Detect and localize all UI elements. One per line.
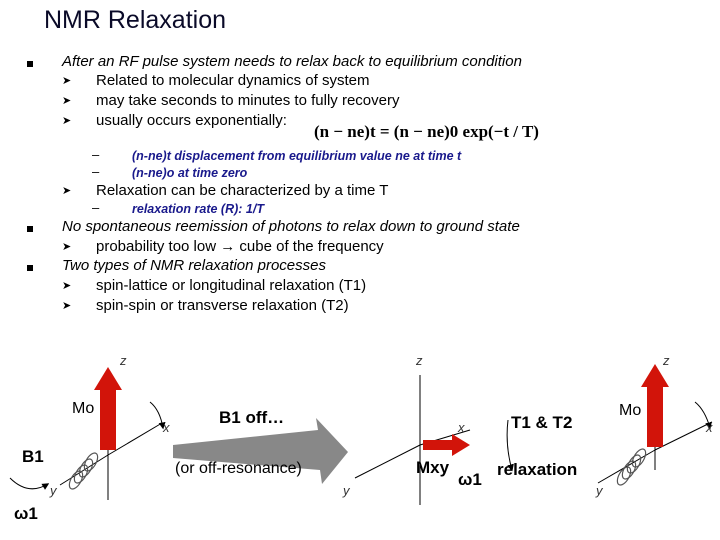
sub-seconds-minutes: may take seconds to minutes to fully recovery bbox=[96, 92, 400, 109]
frame-3-coil bbox=[615, 447, 649, 487]
b1-field-label: B1 bbox=[22, 447, 44, 466]
dash-bullet-icon: – bbox=[92, 200, 100, 215]
bullet-relax-equilibrium: After an RF pulse system needs to relax back to equilibrium condition bbox=[62, 53, 522, 70]
sub-molecular-dynamics: Related to molecular dynamics of system bbox=[96, 72, 370, 89]
mxy-label: Mxy bbox=[416, 458, 450, 477]
sub-exponential: usually occurs exponentially: bbox=[96, 112, 287, 129]
omega-label-1: ω1 bbox=[14, 504, 38, 523]
definition-displacement: (n-ne)t displacement from equilibrium value ne at time t bbox=[132, 149, 462, 163]
dash-bullet-icon: – bbox=[92, 147, 100, 162]
sub-spin-spin: spin-spin or transverse relaxation (T2) bbox=[96, 297, 349, 314]
x-axis-label-3: x bbox=[706, 420, 713, 435]
arrowhead-bullet-icon: ➤ bbox=[62, 75, 72, 87]
off-resonance-label: (or off-resonance) bbox=[175, 460, 302, 477]
frame-1-b1-coil bbox=[67, 451, 101, 491]
arrowhead-bullet-icon: ➤ bbox=[62, 95, 72, 107]
z-axis-label-1: z bbox=[120, 353, 127, 368]
z-axis-label-3: z bbox=[663, 353, 670, 368]
arrowhead-bullet-icon: ➤ bbox=[62, 300, 72, 312]
page-title: NMR Relaxation bbox=[44, 6, 227, 34]
relaxation-label: relaxation bbox=[497, 460, 578, 479]
y-axis-label-2: y bbox=[343, 483, 350, 498]
dash-bullet-icon: – bbox=[92, 164, 100, 179]
y-axis-label-1: y bbox=[50, 483, 57, 498]
arrowhead-bullet-icon: ➤ bbox=[62, 241, 72, 253]
frame-3-mo-arrow bbox=[641, 364, 669, 447]
omega-label-2: ω1 bbox=[458, 470, 482, 489]
x-axis-label-1: x bbox=[163, 420, 170, 435]
omega-rotation-arc bbox=[10, 478, 48, 489]
b1-off-label: B1 off… bbox=[219, 408, 285, 427]
frame-1-mo-arrow bbox=[94, 367, 122, 450]
sub-time-constant: Relaxation can be characterized by a time T bbox=[96, 182, 389, 199]
bullet-two-types: Two types of NMR relaxation processes bbox=[62, 257, 326, 274]
x-axis-label-2: x bbox=[458, 420, 465, 435]
arrowhead-bullet-icon: ➤ bbox=[62, 280, 72, 292]
definition-time-zero: (n-ne)o at time zero bbox=[132, 166, 248, 180]
z-axis-label-2: z bbox=[416, 353, 423, 368]
y-axis-label-3: y bbox=[596, 483, 603, 498]
sub-spin-lattice: spin-lattice or longitudinal relaxation (T1) bbox=[96, 277, 367, 294]
mo-label-1: Mo bbox=[72, 400, 95, 417]
relaxation-equation: (n − ne)t = (n − ne)0 exp(−t / T) bbox=[314, 122, 539, 141]
sub-probability-too-low: probability too low → cube of the frequency bbox=[96, 238, 384, 255]
bullet-no-reemission: No spontaneous reemission of photons to relax down to ground state bbox=[62, 218, 520, 235]
t1-t2-label: T1 & T2 bbox=[511, 413, 573, 432]
arrowhead-bullet-icon: ➤ bbox=[62, 115, 72, 127]
arrowhead-bullet-icon: ➤ bbox=[62, 185, 72, 197]
definition-relaxation-rate: relaxation rate (R): 1/T bbox=[132, 202, 264, 216]
mo-label-3: Mo bbox=[619, 402, 642, 419]
